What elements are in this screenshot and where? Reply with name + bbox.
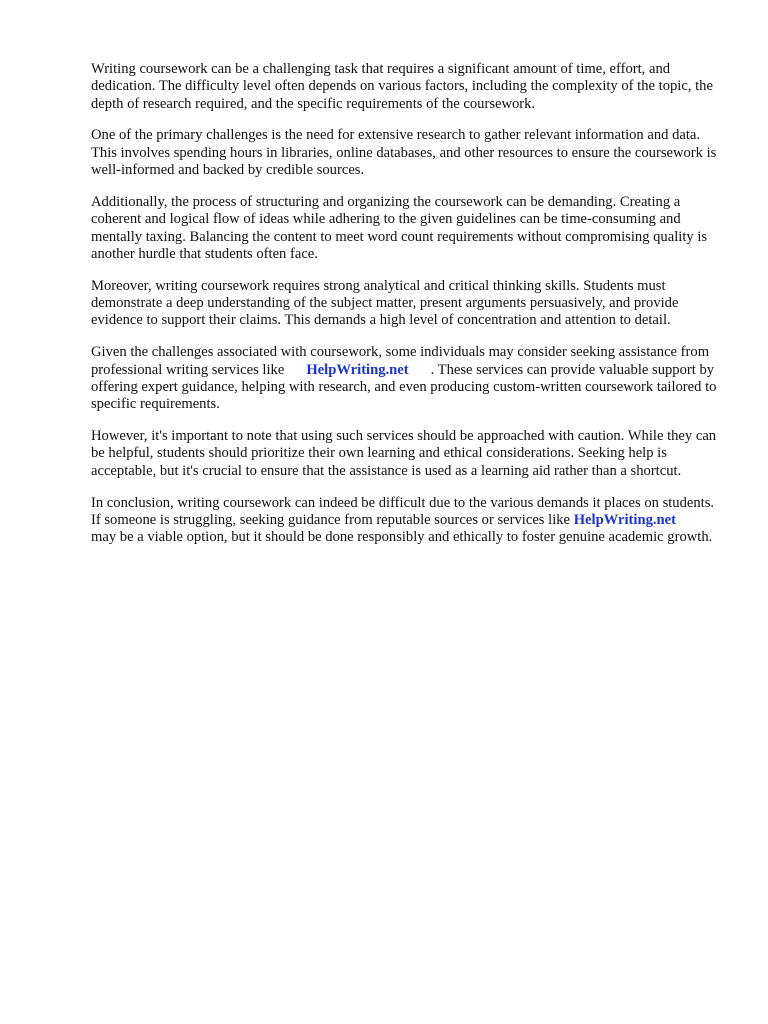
paragraph-3-text: Additionally, the process of structuring and organizing the coursework can be demanding. Creating a coherent and logical flow of ideas while adhering to the given guidelines can be time-consuming and mentally taxing. Balancing the content to meet word count requirements without compromising quality is another hurdle that students often face. [91, 193, 708, 262]
paragraph-1 [91, 61, 721, 113]
paragraph-2-text: One of the primary challenges is the need for extensive research to gather relevant information and data. This involves spending hours in libraries, online databases, and other resources to ensure the coursework is well-informed and backed by credible sources. [91, 127, 717, 179]
paragraph-7-text-before: In conclusion, writing coursework can indeed be difficult due to the various demands it places on students. If someone is struggling, seeking guidance from reputable sources or services like [91, 494, 715, 528]
paragraph-4-text: Moreover, writing coursework requires strong analytical and critical thinking skills. Students must demonstrate a deep understanding of the subject matter, present arguments persuasively, and provide evidence to support their claims. This demands a high level of concentration and attention to detail. [91, 277, 679, 329]
paragraph-5-text-after: . These services can provide valuable support by offering expert guidance, helping with research, and even producing custom-written coursework tailored to specific requirements. [91, 361, 717, 413]
paragraph-4 [91, 278, 721, 330]
paragraph-7-text-after: may be a viable option, but it should be done responsibly and ethically to foster genuine academic growth. [91, 529, 713, 546]
paragraph-3 [91, 194, 721, 263]
helpwriting-link-1[interactable]: HelpWriting.net [306, 361, 409, 378]
paragraph-6-text: However, it's important to note that using such services should be approached with caution. While they can be helpful, students should prioritize their own learning and ethical considerations. Seeking help is acceptable, but it's crucial to ensure that the assistance is used as a learning aid rather than a shortcut. [91, 428, 717, 479]
paragraph-5-text-before: Given the challenges associated with coursework, some individuals may consider seeking assistance from professional writing services like [91, 344, 710, 378]
helpwriting-link-2[interactable]: HelpWriting.net [573, 511, 676, 528]
document-body [91, 61, 721, 561]
paragraph-6 [91, 428, 721, 480]
paragraph-5 [91, 344, 721, 413]
paragraph-7 [91, 495, 721, 547]
paragraph-1-text: Writing coursework can be a challenging task that requires a significant amount of time, effort, and dedication. The difficulty level often depends on various factors, including the complexity of the topic, the depth of research required, and the specific requirements of the coursework. [91, 61, 713, 112]
paragraph-2 [91, 127, 721, 179]
